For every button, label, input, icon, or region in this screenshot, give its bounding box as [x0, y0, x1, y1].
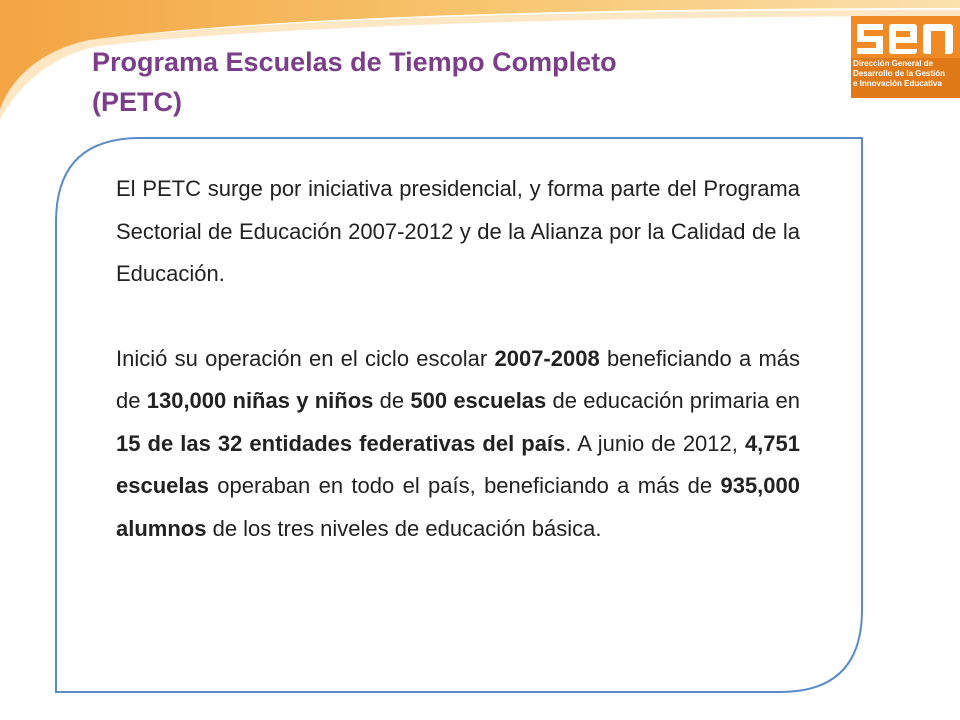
text-segment: de — [373, 388, 411, 413]
logo-caption-line1: Dirección General de — [853, 59, 934, 68]
slide-title-line1: Programa Escuelas de Tiempo Completo — [92, 47, 617, 77]
paragraph-intro: El PETC surge por iniciativa presidencial, y forma parte del Programa Sectorial de Educación 2007-2012 y de la Alianza por la Calidad de la Educación. — [116, 176, 800, 286]
text-segment: . A junio de 2012, — [565, 430, 745, 456]
text-segment: Inició su operación en el ciclo escolar — [116, 345, 495, 371]
text-segment: beneficiando a más de — [116, 345, 801, 413]
slide-title-line2: (PETC) — [92, 87, 182, 117]
text-segment: de educación primaria en — [546, 388, 800, 413]
highlight-states: 15 de las 32 entidades federativas del país — [116, 430, 566, 456]
highlight-years: 2007-2008 — [494, 345, 600, 371]
content-body — [116, 168, 800, 550]
paragraph-operation — [116, 338, 800, 551]
highlight-schools-2012: 4,751 escuelas — [116, 430, 800, 498]
highlight-children: 130,000 niñas y niños — [146, 388, 374, 413]
text-segment: operaban en todo el país, beneficiando a más de — [208, 473, 721, 498]
highlight-schools: 500 escuelas — [410, 388, 547, 413]
logo-caption-line2: Desarrollo de la Gestión — [853, 69, 946, 78]
highlight-students: 935,000 alumnos — [116, 473, 800, 541]
text-segment: de los tres niveles de educación básica. — [206, 515, 602, 541]
logo-caption-line3: e Innovación Educativa — [853, 79, 942, 88]
